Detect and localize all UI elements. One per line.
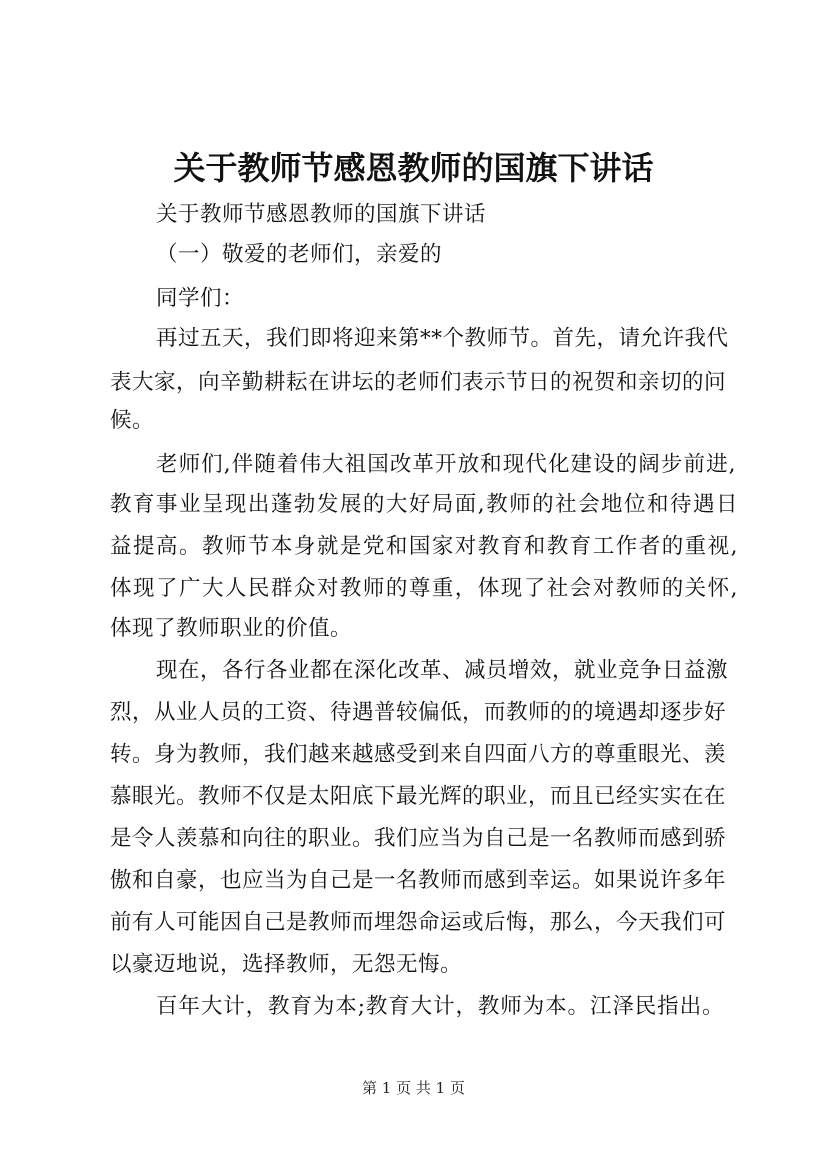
paragraph-line: （一）敬爱的老师们，亲爱的: [156, 242, 443, 267]
paragraph-line: 再过五天，我们即将迎来第**个教师节。首先，请允许我代: [156, 326, 729, 351]
paragraph-line: 体现了教师职业的价值。: [110, 616, 353, 641]
paragraph-line: 关于教师节感恩教师的国旗下讲话: [156, 202, 487, 227]
paragraph-line: 老师们,伴随着伟大祖国改革开放和现代化建设的阔步前进,: [156, 452, 736, 477]
paragraph-line: 教育事业呈现出蓬勃发展的大好局面,教师的社会地位和待遇日: [110, 492, 738, 517]
paragraph-line: 候。: [110, 408, 155, 433]
paragraph-line: 前有人可能因自己是教师而埋怨命运或后悔，那么，今天我们可: [110, 910, 727, 935]
paragraph-line: 慕眼光。教师不仅是太阳底下最光辉的职业，而且已经实实在在: [110, 784, 727, 809]
paragraph-line: 是令人羡慕和向往的职业。我们应当为自己是一名教师而感到骄: [110, 826, 727, 851]
paragraph-line: 百年大计，教育为本;教育大计，教师为本。江泽民指出。: [156, 994, 724, 1019]
document-title: 关于教师节感恩教师的国旗下讲话: [173, 149, 654, 187]
paragraph-line: 表大家，向辛勤耕耘在讲坛的老师们表示节日的祝贺和亲切的问: [110, 370, 727, 395]
page-footer: 第 1 页 共 1 页: [362, 1079, 465, 1097]
paragraph-line: 现在，各行各业都在深化改革、减员增效，就业竞争日益激: [156, 658, 729, 683]
paragraph-line: 傲和自豪，也应当为自己是一名教师而感到幸运。如果说许多年: [110, 868, 727, 893]
paragraph-line: 同学们：: [156, 286, 245, 311]
paragraph-line: 转。身为教师，我们越来越感受到来自四面八方的尊重眼光、羡: [110, 742, 727, 767]
paragraph-line: 体现了广大人民群众对教师的尊重，体现了社会对教师的关怀,: [110, 576, 738, 601]
paragraph-line: 以豪迈地说，选择教师，无怨无悔。: [110, 952, 463, 977]
paragraph-line: 益提高。教师节本身就是党和国家对教育和教育工作者的重视,: [110, 534, 738, 559]
paragraph-line: 烈，从业人员的工资、待遇普较偏低，而教师的的境遇却逐步好: [110, 700, 727, 725]
